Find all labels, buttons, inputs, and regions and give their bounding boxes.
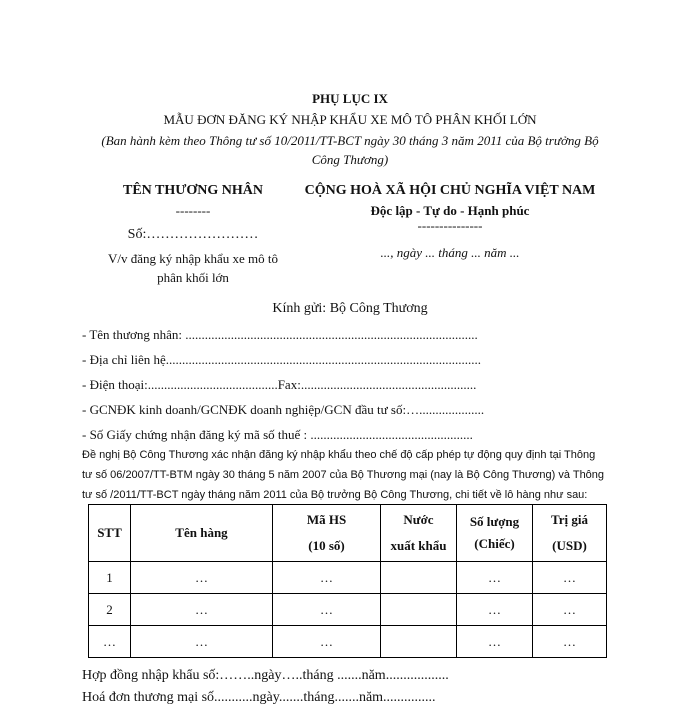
table-cell: … [273, 562, 381, 594]
table-cell: … [131, 562, 273, 594]
table-cell: … [273, 594, 381, 626]
subject-line1: V/v đăng ký nhập khẩu xe mô tô [107, 251, 279, 266]
republic-title: CỘNG HOÀ XÃ HỘI CHỦ NGHĨA VIỆT NAM [304, 183, 596, 198]
left-divider: -------- [175, 203, 211, 218]
table-cell: … [457, 626, 533, 658]
field-tax-code: - Số Giấy chứng nhận đăng ký mã số thuế : .................................................. [82, 427, 473, 442]
request-line3: tư số /2011/TT-BCT ngày tháng năm 2011 của Bộ trưởng Bộ Công Thương, chi tiết về lô hàng như sau: [82, 489, 588, 501]
request-line2: tư số 06/2007/TT-BTM ngày 30 tháng 5 năm 2007 của Bộ Thương mại (nay là Bộ Công Thương) và Thông [82, 469, 605, 481]
table-cell [381, 594, 457, 626]
header-value: Trị giá (USD) [533, 505, 607, 562]
table-cell: … [533, 562, 607, 594]
table-cell: … [131, 594, 273, 626]
table-cell [381, 562, 457, 594]
table-row [89, 594, 607, 626]
table-cell: 2 [89, 594, 131, 626]
contract-line: Hợp đồng nhập khẩu số:……..ngày…..tháng .......năm.................. [82, 668, 449, 683]
field-trader-name: - Tên thương nhân: .......................................................................................... [82, 327, 478, 342]
request-line1: Đề nghị Bộ Công Thương xác nhận đăng ký nhập khẩu theo chế độ cấp phép tự động quy định tại Thông [82, 449, 596, 461]
header-export-country: Nước xuất khẩu [381, 505, 457, 562]
addressee: Kính gửi: Bộ Công Thương [272, 301, 428, 316]
header-stt: STT [89, 505, 131, 562]
header-hs-code: Mã HS (10 số) [273, 505, 381, 562]
table-row [89, 562, 607, 594]
table-header-row [89, 505, 607, 562]
trader-name-label: TÊN THƯƠNG NHÂN [122, 183, 263, 198]
invoice-line: Hoá đơn thương mại số...........ngày.......tháng.......năm............... [82, 690, 436, 705]
document-number: Số:…………………… [127, 227, 259, 242]
form-title: MẪU ĐƠN ĐĂNG KÝ NHẬP KHẨU XE MÔ TÔ PHÂN KHỐI LỚN [163, 112, 537, 127]
field-phone-fax: - Điện thoại:........................................Fax:...................................................... [82, 377, 477, 392]
header-goods-name: Tên hàng [131, 505, 273, 562]
table-cell: … [273, 626, 381, 658]
table-cell [381, 626, 457, 658]
table-cell: … [457, 594, 533, 626]
table-cell: … [533, 626, 607, 658]
national-motto: Độc lập - Tự do - Hạnh phúc [370, 203, 530, 218]
table-cell: … [131, 626, 273, 658]
table-cell: … [533, 594, 607, 626]
header-quantity: Số lượng (Chiếc) [457, 505, 533, 562]
appendix-title: PHỤ LỤC IX [312, 91, 388, 106]
field-address: - Địa chỉ liên hệ................................................................................................. [82, 352, 481, 367]
subject-line2: phân khối lớn [157, 270, 229, 285]
issued-note-line2: Công Thương) [311, 152, 389, 167]
right-divider: --------------- [417, 218, 483, 233]
table-row [89, 626, 607, 658]
table-cell: 1 [89, 562, 131, 594]
table-cell: … [457, 562, 533, 594]
issued-note-line1: (Ban hành kèm theo Thông tư số 10/2011/TT-BCT ngày 30 tháng 3 năm 2011 của Bộ trưởng Bộ [101, 133, 599, 148]
table-cell: … [89, 626, 131, 658]
date-line: ..., ngày ... tháng ... năm ... [380, 245, 520, 260]
goods-table [88, 504, 607, 658]
field-business-registration: - GCNĐK kinh doanh/GCNĐK doanh nghiệp/GCN đầu tư số:….................... [82, 402, 485, 417]
